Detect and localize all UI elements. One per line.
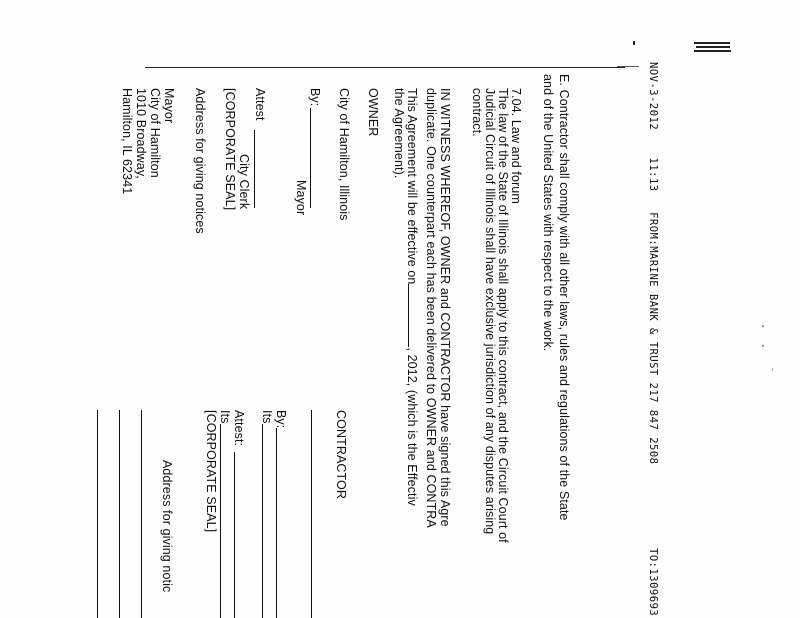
owner-by-label: By: — [308, 88, 322, 107]
section-7-04-line-2: Judicial Circuit of Illinois shall have exclusive jurisdiction of any disputes arising — [483, 88, 497, 535]
contractor-heading: CONTRACTOR — [334, 410, 348, 499]
owner-notices-label: Address for giving notices — [193, 88, 207, 234]
effective-date-blank[interactable] — [408, 284, 420, 347]
contractor-attest-its-line[interactable] — [220, 424, 221, 618]
section-7-04-line-1: The law of the State of Illinois shall apply to this contract, and the Circuit Court of — [496, 88, 510, 543]
owner-heading: OWNER — [366, 88, 380, 137]
owner-attest-label: Attest — [253, 88, 267, 121]
section-e-line-1: E. Contractor shall comply with all other laws, rules and regulations of the State — [557, 74, 571, 521]
section-7-04-heading: 7.04. Law and forum — [509, 88, 523, 204]
owner-entity: City of Hamilton, Illinois — [337, 88, 351, 221]
owner-address-line-4: Hamilton, IL 62341 — [120, 88, 134, 195]
owner-seal: [CORPORATE SEAL] — [223, 88, 237, 211]
contractor-attest-its-label: Its — [218, 410, 232, 424]
witness-line-2: duplicate. One counterpart each has been delivered to OWNER and CONTRA — [424, 88, 438, 528]
scan-speck — [772, 368, 773, 371]
fax-date: NOV-3-2012 — [647, 62, 659, 131]
owner-attest-title: City Clerk — [237, 154, 251, 210]
contractor-address-line-1[interactable] — [141, 410, 142, 618]
scan-speck — [762, 345, 764, 347]
scan-speck — [762, 325, 764, 327]
section-7-04-line-3: contract. — [470, 88, 484, 137]
owner-attest-line[interactable] — [254, 130, 255, 208]
contractor-its-label: Its — [260, 410, 274, 424]
contractor-notices-label: Address for giving notic — [160, 460, 174, 593]
fax-to: TO:1309693 — [647, 548, 659, 617]
effective-suffix: , 2012, (which is the Effectiv — [405, 347, 419, 506]
fax-edge-mark — [694, 40, 734, 54]
section-e-line-2: and of the United States with respect to the work. — [541, 74, 555, 352]
owner-signature-line[interactable] — [310, 108, 311, 208]
effective-line-2: the Agreement). — [392, 88, 406, 179]
fax-time: 11:13 — [647, 157, 659, 192]
owner-signer-title: Mayor — [294, 180, 308, 216]
contractor-by-label: By: — [274, 410, 288, 429]
contractor-its-line[interactable] — [262, 424, 263, 618]
contractor-address-line-2[interactable] — [119, 410, 120, 618]
effective-text: This Agreement will be effective on — [405, 88, 419, 285]
owner-address-line-1: Mayor — [162, 88, 176, 124]
contractor-address-line-3[interactable] — [97, 410, 98, 618]
fax-from: FROM:MARINE BANK & TRUST 217 847 2508 — [647, 212, 659, 465]
contractor-name-line[interactable] — [311, 410, 312, 618]
owner-address-line-2: City of Hamilton — [148, 88, 162, 178]
fax-header — [646, 62, 660, 465]
owner-address-line-3: 1010 Broadway, — [134, 88, 148, 179]
contractor-seal: [CORPORATE SEAL] — [204, 410, 218, 533]
effective-line — [405, 88, 420, 506]
contractor-attest-label: Attest: — [232, 410, 246, 447]
contractor-attest-line[interactable] — [234, 452, 235, 618]
contractor-signature-line[interactable] — [276, 428, 277, 618]
witness-line-1: IN WITNESS WHEREOF, OWNER and CONTRACTOR have signed this Agre — [438, 88, 452, 527]
